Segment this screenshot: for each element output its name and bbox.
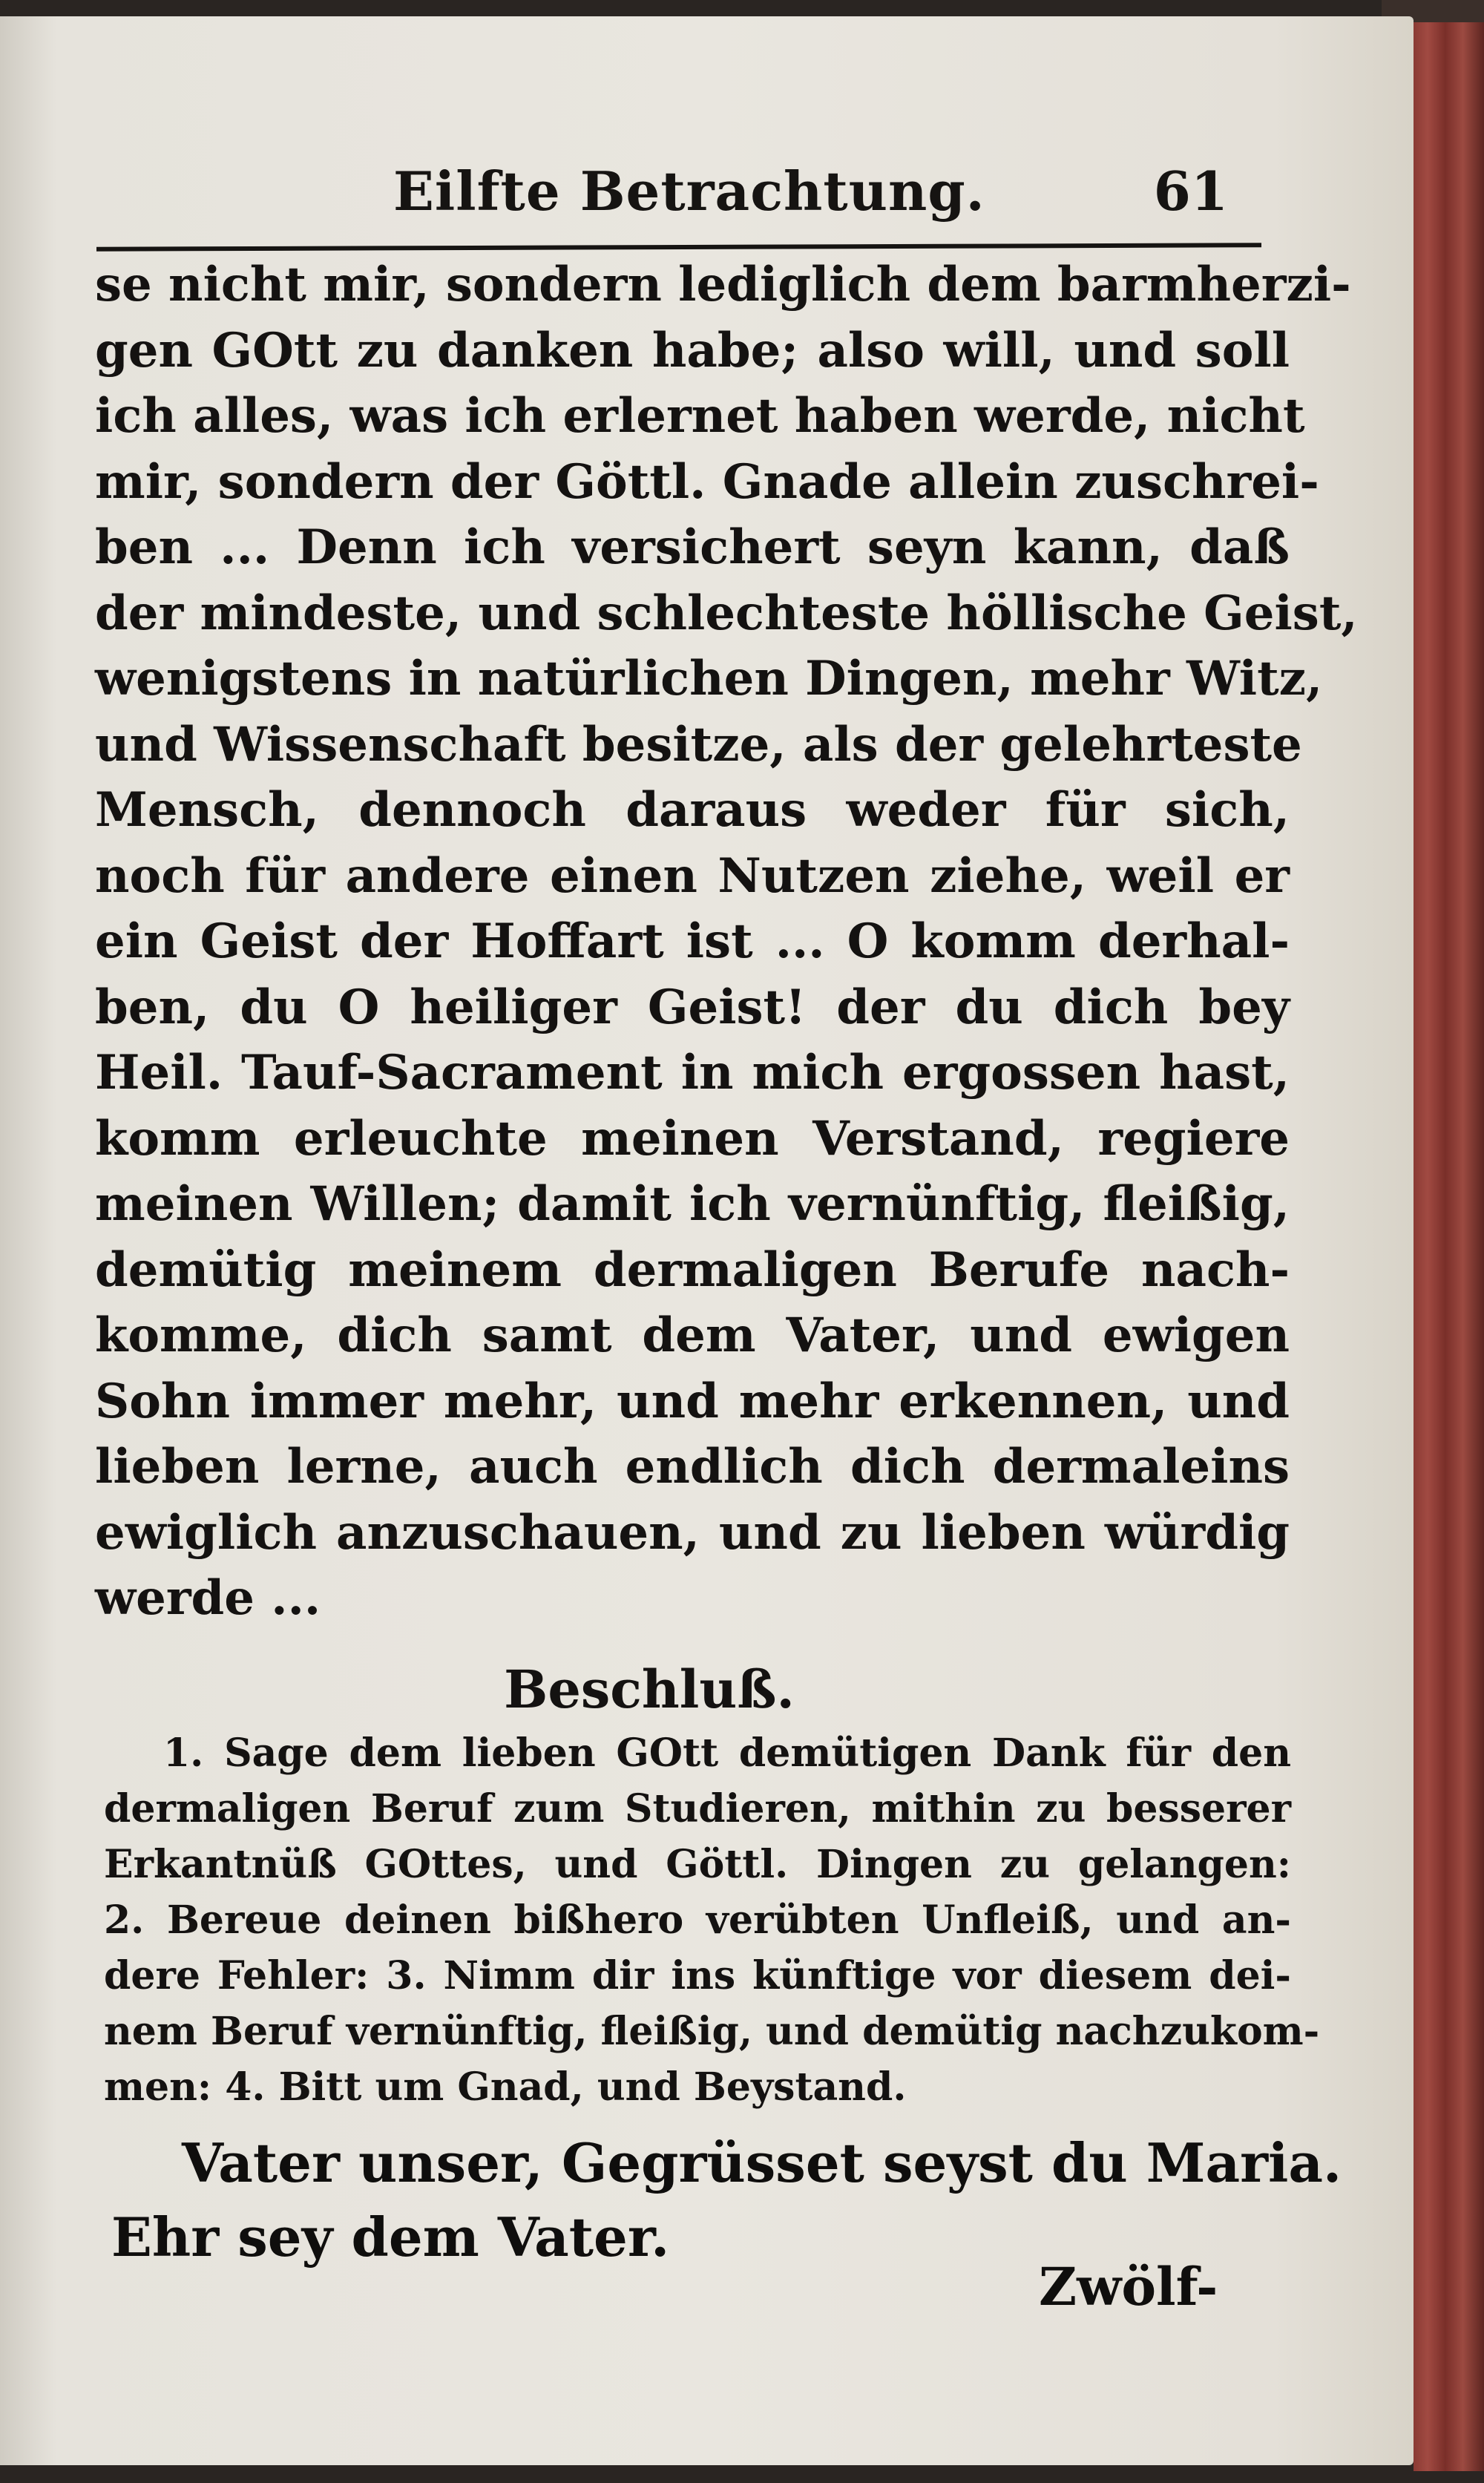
- prayer-line: Ehr sey dem Vater.: [111, 2205, 670, 2269]
- page-header: [96, 160, 1261, 241]
- text-line: 2. Bereue deinen bißhero verübten Unfleiß, und an-: [104, 1897, 1291, 1943]
- text-line: gen GOtt zu danken habe; also will, und soll: [95, 322, 1290, 378]
- text-line: se nicht mir, sondern lediglich dem barmherzi-: [95, 257, 1351, 312]
- text-line: 1. Sage dem lieben GOtt demütigen Dank für den: [163, 1731, 1291, 1776]
- closing-text: [104, 1725, 1320, 2115]
- text-line: ewiglich anzuschauen, und zu lieben würdig: [95, 1504, 1290, 1561]
- text-line: wenigstens in natürlichen Dingen, mehr Witz,: [95, 651, 1323, 706]
- text-line: Sohn immer mehr, und mehr erkennen, und: [95, 1373, 1290, 1429]
- text-line: nem Beruf vernünftig, fleißig, und demütig nachzukom-: [104, 2009, 1320, 2054]
- catchword: Zwölf-: [1039, 2256, 1218, 2318]
- text-line: men: 4. Bitt um Gnad, und Beystand.: [104, 2064, 907, 2110]
- text-line: demütig meinem dermaligen Berufe nach-: [95, 1242, 1290, 1298]
- prayer-line: Vater unser, Gegrüsset seyst du Maria.: [182, 2131, 1342, 2194]
- text-line: komm erleuchte meinen Verstand, regiere: [95, 1110, 1290, 1167]
- section-heading: Beschluß.: [504, 1659, 795, 1720]
- text-line: komme, dich samt dem Vater, und ewigen: [95, 1308, 1290, 1363]
- page-number: 61: [1153, 160, 1228, 223]
- book-edge-red: [1414, 22, 1484, 2471]
- text-line: mir, sondern der Göttl. Gnade allein zuschrei-: [95, 453, 1319, 510]
- text-line: Erkantnüß GOttes, und Göttl. Dingen zu gelangen:: [104, 1842, 1291, 1887]
- text-line: dere Fehler: 3. Nimm dir ins künftige vor diesem dei-: [104, 1953, 1291, 1998]
- text-line: der mindeste, und schlechteste höllische Geist,: [95, 585, 1358, 641]
- text-line: Mensch, dennoch daraus weder für sich,: [95, 782, 1290, 838]
- text-line: ben, du O heiliger Geist! der du dich bey: [95, 979, 1290, 1035]
- text-line: und Wissenschaft besitze, als der gelehrteste: [95, 716, 1302, 773]
- body-text: [95, 252, 1358, 1632]
- prayer-block: [111, 2126, 1369, 2274]
- running-title: Eilfte Betrachtung.: [393, 160, 985, 223]
- text-line: meinen Willen; damit ich vernünftig, fleißig,: [95, 1176, 1290, 1232]
- text-line: noch für andere einen Nutzen ziehe, weil er: [95, 847, 1290, 904]
- text-line: ein Geist der Hoffart ist ... O komm derhal-: [95, 914, 1290, 969]
- text-line: lieben lerne, auch endlich dich dermaleins: [95, 1439, 1290, 1495]
- text-line: ich alles, was ich erlernet haben werde, nicht: [95, 388, 1305, 444]
- text-line: ben ... Denn ich versichert seyn kann, daß: [95, 519, 1290, 575]
- text-line: dermaligen Beruf zum Studieren, mithin zu besserer: [104, 1786, 1291, 1831]
- text-line: werde ...: [95, 1570, 321, 1626]
- text-line: Heil. Tauf-Sacrament in mich ergossen hast,: [95, 1045, 1290, 1101]
